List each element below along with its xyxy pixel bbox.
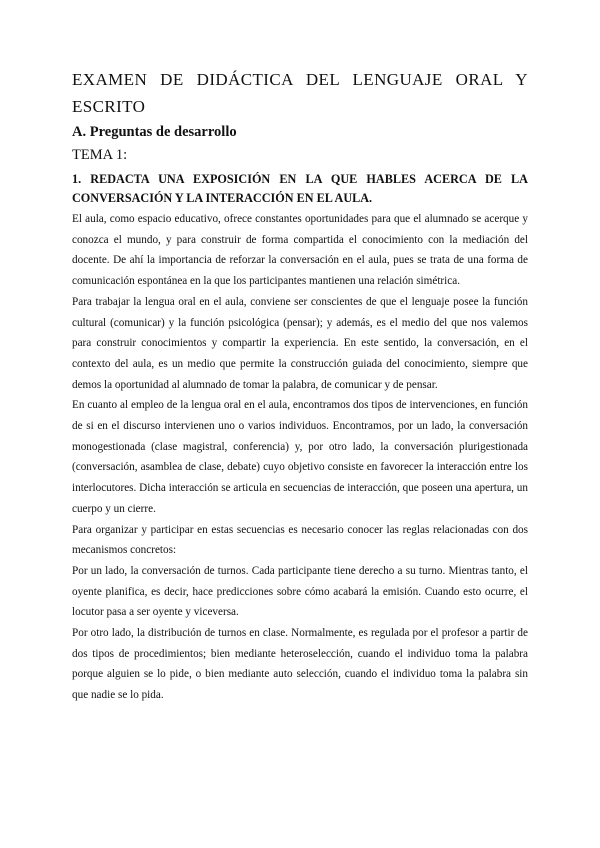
paragraph-turn-taking: Por un lado, la conversación de turnos. Cada participante tiene derecho a su turno. Mientras tanto, el oyente planifica, es decir, hace predicciones sobre cómo acabará la emisión. Cuando esto ocurre, el locutor pasa a ser oyente y viceversa. xyxy=(72,564,528,619)
paragraph-oral-language: Para trabajar la lengua oral en el aula, conviene ser conscientes de que el lenguaje posee la función cultural (comunicar) y la función psicológica (pensar); y además, es el medio del que nos valemos para construir conocimientos y compartir la experiencia. En este sentido, la conversación, en el contexto del aula, es un medio que permite la construcción guiada del conocimiento, siempre que demos la oportunidad al alumnado de tomar la palabra, de comunicar y de pensar. xyxy=(72,295,528,391)
document-title: EXAMEN DE DIDÁCTICA DEL LENGUAJE ORAL Y ESCRITO xyxy=(72,70,528,116)
paragraph-intro: El aula, como espacio educativo, ofrece constantes oportunidades para que el alumnado se acerque y conozca el mundo, y para construir de forma compartida el conocimiento con la mediación del docente. De ahí la importancia de reforzar la conversación en el aula, pues se trata de una forma de comunicación espontánea en la que los participantes mantienen una relación simétrica. xyxy=(72,213,528,288)
question-heading: 1. REDACTA UNA EXPOSICIÓN EN LA QUE HABLES ACERCA DE LA CONVERSACIÓN Y LA INTERACCIÓN EN EL AULA. xyxy=(72,172,528,205)
section-heading: A. Preguntas de desarrollo xyxy=(72,124,237,140)
tema-heading: TEMA 1: xyxy=(72,147,128,163)
document-page xyxy=(72,66,528,706)
paragraph-turn-distribution: Por otro lado, la distribución de turnos en clase. Normalmente, es regulada por el profesor a partir de dos tipos de procedimientos; bien mediante heteroselección, cuando el individuo toma la palabra porque alguien se lo pide, o bien mediante auto selección, cuando el individuo toma la palabra sin que nadie se lo pida. xyxy=(72,627,528,702)
paragraph-sequences: Para organizar y participar en estas secuencias es necesario conocer las reglas relacionadas con dos mecanismos concretos: xyxy=(72,523,528,557)
paragraph-interventions: En cuanto al empleo de la lengua oral en el aula, encontramos dos tipos de intervenciones, en función de si en el discurso intervienen uno o varios individuos. Encontramos, por un lado, la conversación monogestionada (clase magistral, conferencia) y, por otro lado, la conversación plurigestionada (conversación, asamblea de clase, debate) cuyo objetivo consiste en favorecer la interacción entre los interlocutores. Dicha interacción se articula en secuencias de interacción, que poseen una apertura, un cuerpo y un cierre. xyxy=(72,399,528,515)
